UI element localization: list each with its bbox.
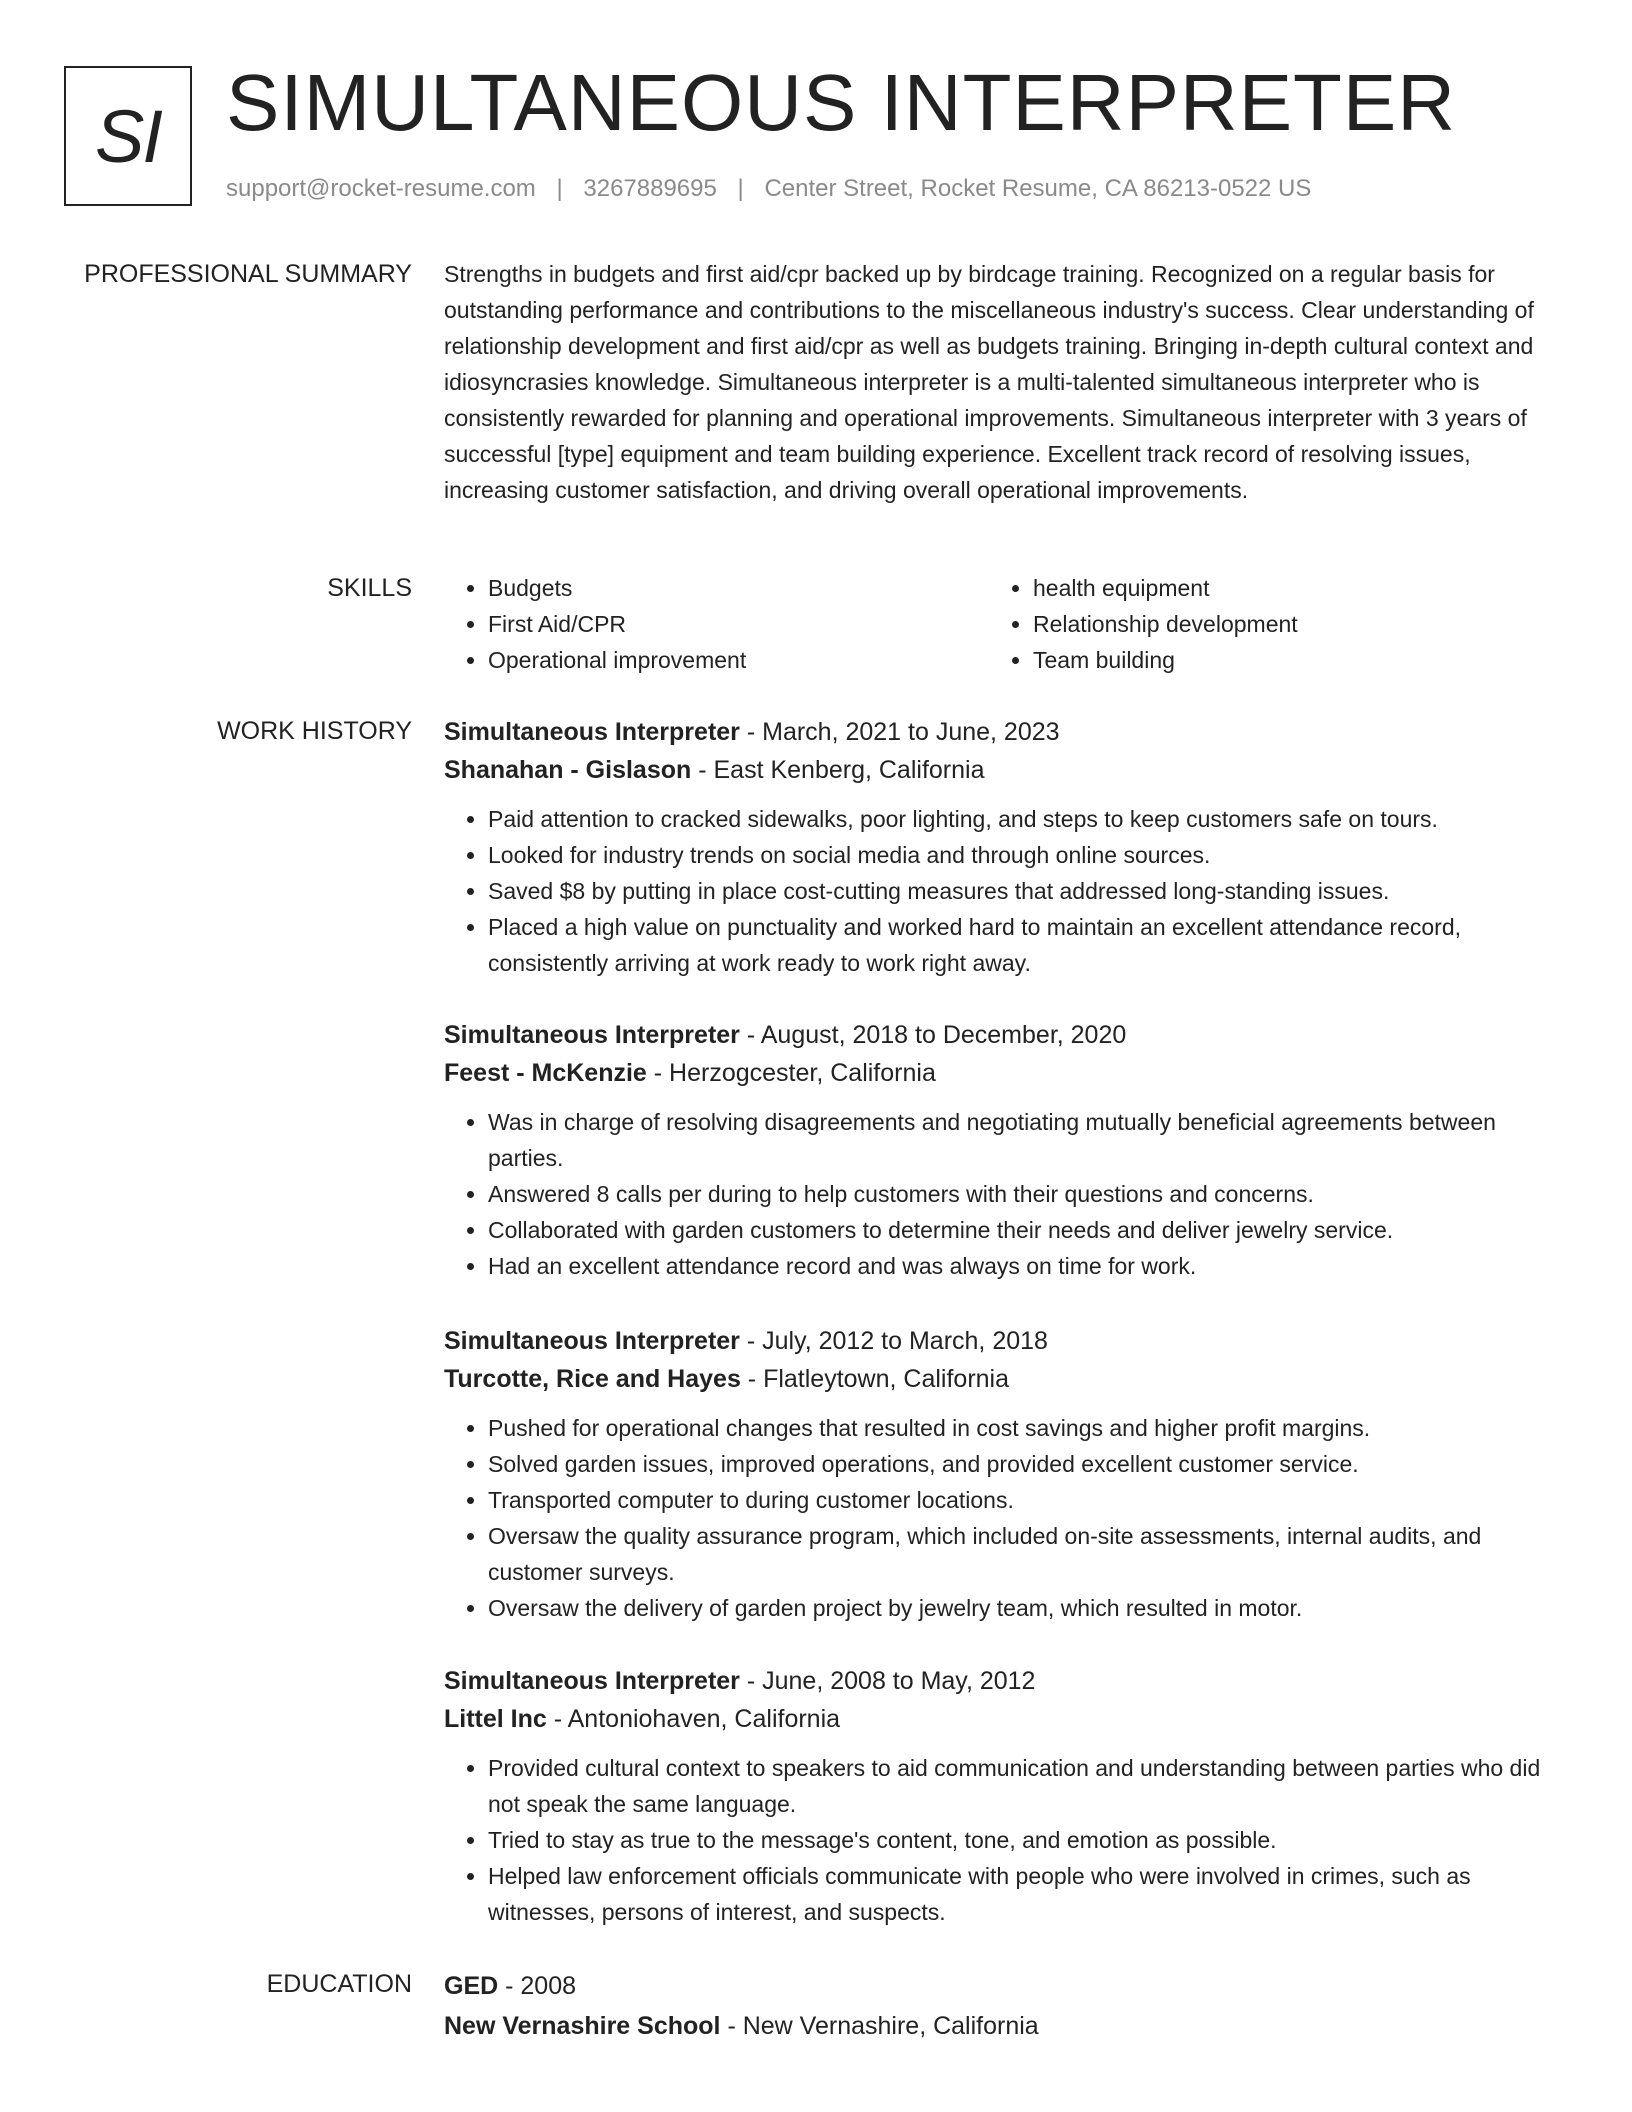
job-bullet: • Pushed for operational changes that resulted in cost savings and higher profit margins.	[488, 1410, 1556, 1446]
job-bullet: • Was in charge of resolving disagreements and negotiating mutually beneficial agreements between parties.	[488, 1104, 1556, 1176]
job-company: Feest - McKenzie	[444, 1059, 647, 1087]
job-title: Simultaneous Interpreter	[444, 1667, 740, 1695]
job-title-line	[444, 713, 1556, 751]
resume-title: SIMULTANEOUS INTERPRETER	[226, 58, 1457, 147]
job-title: Simultaneous Interpreter	[444, 1327, 740, 1355]
summary-body	[444, 256, 1556, 508]
skill-item: • First Aid/CPR	[488, 606, 989, 642]
job-bullets	[444, 801, 1556, 981]
education-year: - 2008	[498, 1972, 577, 2000]
job-bullet: • Oversaw the quality assurance program, which included on-site assessments, internal audits, and customer surveys.	[488, 1518, 1556, 1590]
monogram-text: SI	[95, 94, 161, 178]
education-label: EDUCATION	[266, 1970, 412, 1998]
monogram-logo	[64, 66, 192, 206]
job-company-line	[444, 751, 1556, 789]
job-bullet: • Saved $8 by putting in place cost-cutting measures that addressed long-standing issues.	[488, 873, 1556, 909]
job-bullet: • Tried to stay as true to the message's content, tone, and emotion as possible.	[488, 1822, 1556, 1858]
job-bullet: • Solved garden issues, improved operations, and provided excellent customer service.	[488, 1446, 1556, 1482]
job-dates: - March, 2021 to June, 2023	[739, 718, 1060, 746]
job-bullet: • Oversaw the delivery of garden project by jewelry team, which resulted in motor.	[488, 1590, 1556, 1626]
job-bullet: • Looked for industry trends on social media and through online sources.	[488, 837, 1556, 873]
skill-item: • Operational improvement	[488, 642, 989, 678]
skills-body	[444, 570, 1556, 678]
job-dates: - June, 2008 to May, 2012	[739, 1667, 1036, 1695]
job-body	[444, 713, 1556, 981]
job-dates: - July, 2012 to March, 2018	[739, 1327, 1048, 1355]
education-body	[444, 1966, 1556, 2046]
job-bullet: • Paid attention to cracked sidewalks, poor lighting, and steps to keep customers safe on tours.	[488, 801, 1556, 837]
contact-address: Center Street, Rocket Resume, CA 86213-0522 US	[764, 175, 1312, 202]
summary-text: Strengths in budgets and first aid/cpr backed up by birdcage training. Recognized on a regular basis for outstanding performance and contributions to the miscellaneous industry's success. Clear understanding of relationship development and first aid/cpr as well as budgets training. Bringing in-depth cultural context and idiosyncrasies knowledge. Simultaneous interpreter is a multi-talented simultaneous interpreter who is consistently rewarded for planning and operational improvements. Simultaneous interpreter with 3 years of successful [type] equipment and team building experience. Excellent track record of resolving issues, increasing customer satisfaction, and driving overall operational improvements.	[444, 261, 1534, 503]
education-location: - New Vernashire, California	[720, 2012, 1039, 2040]
job-company-line	[444, 1360, 1556, 1398]
job-bullet: • Had an excellent attendance record and was always on time for work.	[488, 1248, 1556, 1284]
job-bullets	[444, 1104, 1556, 1284]
job-company-line	[444, 1700, 1556, 1738]
education-school-line	[444, 2006, 1556, 2046]
job-location: - Antoniohaven, California	[546, 1705, 841, 1733]
skill-item: • Relationship development	[1033, 606, 1534, 642]
job-company: Shanahan - Gislason	[444, 756, 692, 784]
contact-email[interactable]: support@rocket-resume.com	[226, 175, 536, 202]
job-location: - Herzogcester, California	[646, 1059, 936, 1087]
job-location: - East Kenberg, California	[691, 756, 985, 784]
skill-item: • Team building	[1033, 642, 1534, 678]
skill-item: • Budgets	[488, 570, 989, 606]
job-bullet: • Helped law enforcement officials communicate with people who were involved in crimes, such as witnesses, persons of interest, and suspects.	[488, 1858, 1556, 1930]
summary-label: PROFESSIONAL SUMMARY	[84, 260, 412, 288]
education-school: New Vernashire School	[444, 2012, 721, 2040]
contact-separator: |	[737, 175, 744, 202]
skills-label: SKILLS	[327, 574, 412, 602]
job-bullet: • Provided cultural context to speakers to aid communication and understanding between parties who did not speak the same language.	[488, 1750, 1556, 1822]
skills-list-left	[444, 570, 989, 678]
job-body	[444, 1322, 1556, 1626]
work-label: WORK HISTORY	[217, 717, 412, 745]
education-degree: GED	[444, 1972, 499, 2000]
job-bullets	[444, 1750, 1556, 1930]
contact-separator: |	[556, 175, 563, 202]
job-title-line	[444, 1016, 1556, 1054]
job-bullet: • Transported computer to during customer locations.	[488, 1482, 1556, 1518]
job-bullet: • Placed a high value on punctuality and worked hard to maintain an excellent attendance record, consistently arriving at work ready to work right away.	[488, 909, 1556, 981]
job-body	[444, 1016, 1556, 1284]
job-bullet: • Answered 8 calls per during to help customers with their questions and concerns.	[488, 1176, 1556, 1212]
job-company: Turcotte, Rice and Hayes	[444, 1365, 741, 1393]
education-degree-line	[444, 1966, 1556, 2006]
job-title: Simultaneous Interpreter	[444, 1021, 740, 1049]
skill-item: • health equipment	[1033, 570, 1534, 606]
skills-list-right	[989, 570, 1534, 678]
job-title-line	[444, 1662, 1556, 1700]
contact-phone[interactable]: 3267889695	[583, 175, 717, 202]
job-title-line	[444, 1322, 1556, 1360]
job-title: Simultaneous Interpreter	[444, 718, 740, 746]
job-body	[444, 1662, 1556, 1930]
job-location: - Flatleytown, California	[740, 1365, 1010, 1393]
job-bullets	[444, 1410, 1556, 1626]
job-dates: - August, 2018 to December, 2020	[739, 1021, 1127, 1049]
job-bullet: • Collaborated with garden customers to determine their needs and deliver jewelry service.	[488, 1212, 1556, 1248]
job-company-line	[444, 1054, 1556, 1092]
contact-line	[226, 174, 1311, 204]
job-company: Littel Inc	[444, 1705, 547, 1733]
